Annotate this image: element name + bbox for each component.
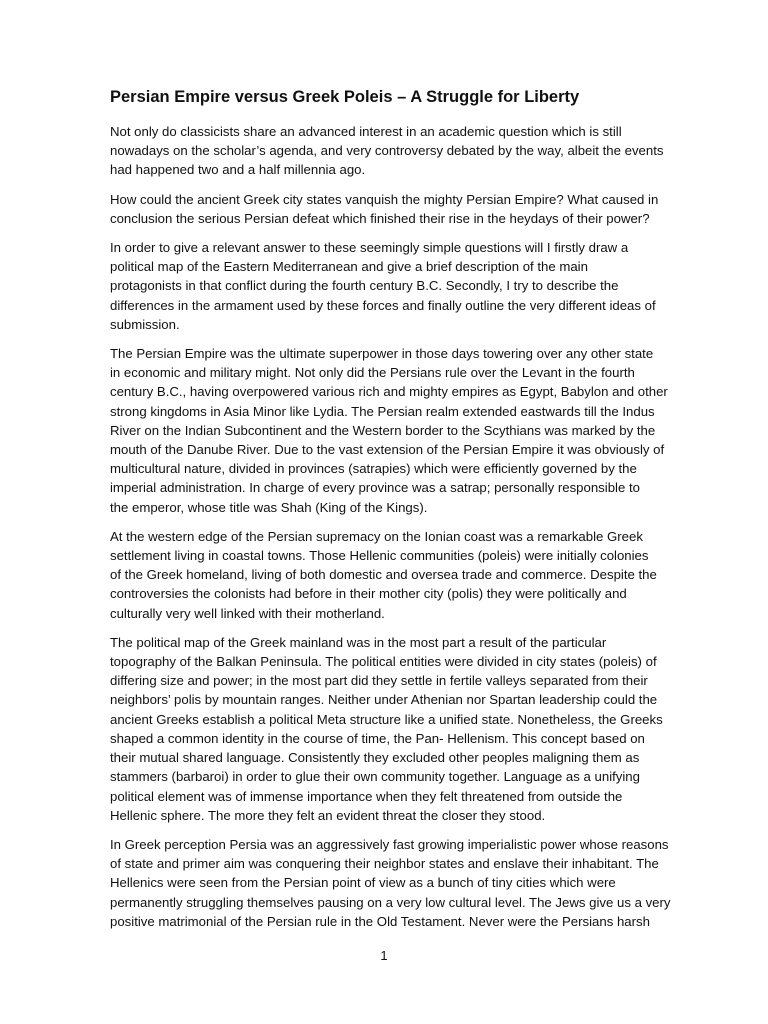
paragraph-line: had happened two and a half millennia ago.	[110, 162, 366, 178]
paragraph-line: At the western edge of the Persian supremacy on the Ionian coast was a remarkable Greek	[110, 528, 643, 544]
paragraph-line: ancient Greeks establish a political Meta structure like a unified state. Nonetheless, the Greeks	[110, 711, 663, 727]
paragraph-line: protagonists in that conflict during the fourth century B.C. Secondly, I try to describe the	[110, 278, 619, 294]
document-body	[110, 86, 671, 941]
paragraph-line: positive matrimonial of the Persian rule in the Old Testament. Never were the Persians harsh	[110, 913, 650, 929]
paragraph-line: permanently struggling themselves pausing on a very low cultural level. The Jews give us a very	[110, 894, 671, 910]
paragraph-line: neighbors’ polis by mountain ranges. Neither under Athenian nor Spartan leadership could the	[110, 692, 658, 708]
page-number: 1	[380, 948, 388, 963]
paragraph-line: Hellenic sphere. The more they felt an evident threat the closer they stood.	[110, 807, 546, 823]
paragraph-line: In order to give a relevant answer to these seemingly simple questions will I firstly draw a	[110, 240, 629, 256]
paragraph-line: multicultural nature, divided in provinces (satrapies) which were efficiently governed by the	[110, 461, 637, 477]
paragraph-line: differing size and power; in the most part did they settle in fertile valleys separated from their	[110, 673, 648, 689]
paragraph-line: topography of the Balkan Peninsula. The political entities were divided in city states (poleis) of	[110, 654, 657, 670]
paragraph-line: nowadays on the scholar’s agenda, and very controversy debated by the way, albeit the events	[110, 143, 664, 159]
paragraph-line: How could the ancient Greek city states vanquish the mighty Persian Empire? What caused in	[110, 191, 659, 207]
paragraph	[110, 633, 663, 825]
paragraph-line: Hellenics were seen from the Persian point of view as a bunch of tiny cities which were	[110, 875, 616, 891]
paragraph-line: shaped a common identity in the course of time, the Pan- Hellenism. This concept based on	[110, 730, 645, 746]
paragraph-line: stammers (barbaroi) in order to glue their own community together. Language as a unifying	[110, 769, 640, 785]
paragraph	[110, 527, 658, 623]
paragraph	[110, 122, 664, 180]
paragraph	[110, 835, 671, 931]
paragraph-line: political map of the Eastern Mediterranean and give a brief description of the main	[110, 259, 588, 275]
paragraph-list	[110, 122, 671, 931]
paragraph-line: of the Greek homeland, living of both domestic and oversea trade and commerce. Despite the	[110, 567, 657, 583]
paragraph-line: in economic and military might. Not only did the Persians rule over the Levant in the fourth	[110, 365, 635, 381]
paragraph-line: their mutual shared language. Consistently they excluded other peoples maligning them as	[110, 750, 640, 766]
paragraph-line: In Greek perception Persia was an aggressively fast growing imperialistic power whose reasons	[110, 836, 669, 852]
paragraph-line: Not only do classicists share an advanced interest in an academic question which is still	[110, 124, 622, 139]
document-title: Persian Empire versus Greek Poleis – A Struggle for Liberty	[110, 88, 580, 106]
paragraph-line: of state and primer aim was conquering their neighbor states and enslave their inhabitant. The	[110, 856, 659, 872]
paragraph-line: River on the Indian Subcontinent and the Western border to the Scythians was marked by the	[110, 422, 656, 438]
paragraph-line: century B.C., having overpowered various rich and mighty empires as Egypt, Babylon and other	[110, 384, 668, 400]
paragraph-line: The Persian Empire was the ultimate superpower in those days towering over any other state	[110, 346, 654, 362]
paragraph-line: settlement living in coastal towns. Those Hellenic communities (poleis) were initially colonies	[110, 548, 649, 564]
paragraph-line: differences in the armament used by these forces and finally outline the very different ideas of	[110, 297, 656, 313]
paragraph	[110, 238, 658, 334]
paragraph	[110, 190, 658, 228]
paragraph-line: mouth of the Danube River. Due to the vast extension of the Persian Empire it was obviously of	[110, 442, 665, 458]
paragraph-line: submission.	[110, 316, 180, 332]
paragraph-line: strong kingdoms in Asia Minor like Lydia. The Persian realm extended eastwards till the Indus	[110, 403, 655, 419]
paragraph-line: The political map of the Greek mainland was in the most part a result of the particular	[110, 634, 607, 650]
paragraph-line: conclusion the serious Persian defeat which finished their rise in the heydays of their power?	[110, 210, 650, 226]
paragraph-line: imperial administration. In charge of every province was a satrap; personally responsible to	[110, 480, 640, 496]
paragraph-line: political element was of immense importance when they felt threatened from outside the	[110, 788, 623, 804]
paragraph	[110, 344, 668, 517]
paragraph-line: controversies the colonists had before in their mother city (polis) they were politically and	[110, 586, 627, 602]
paragraph-line: culturally very well linked with their motherland.	[110, 605, 385, 621]
paragraph-line: the emperor, whose title was Shah (King of the Kings).	[110, 499, 428, 515]
